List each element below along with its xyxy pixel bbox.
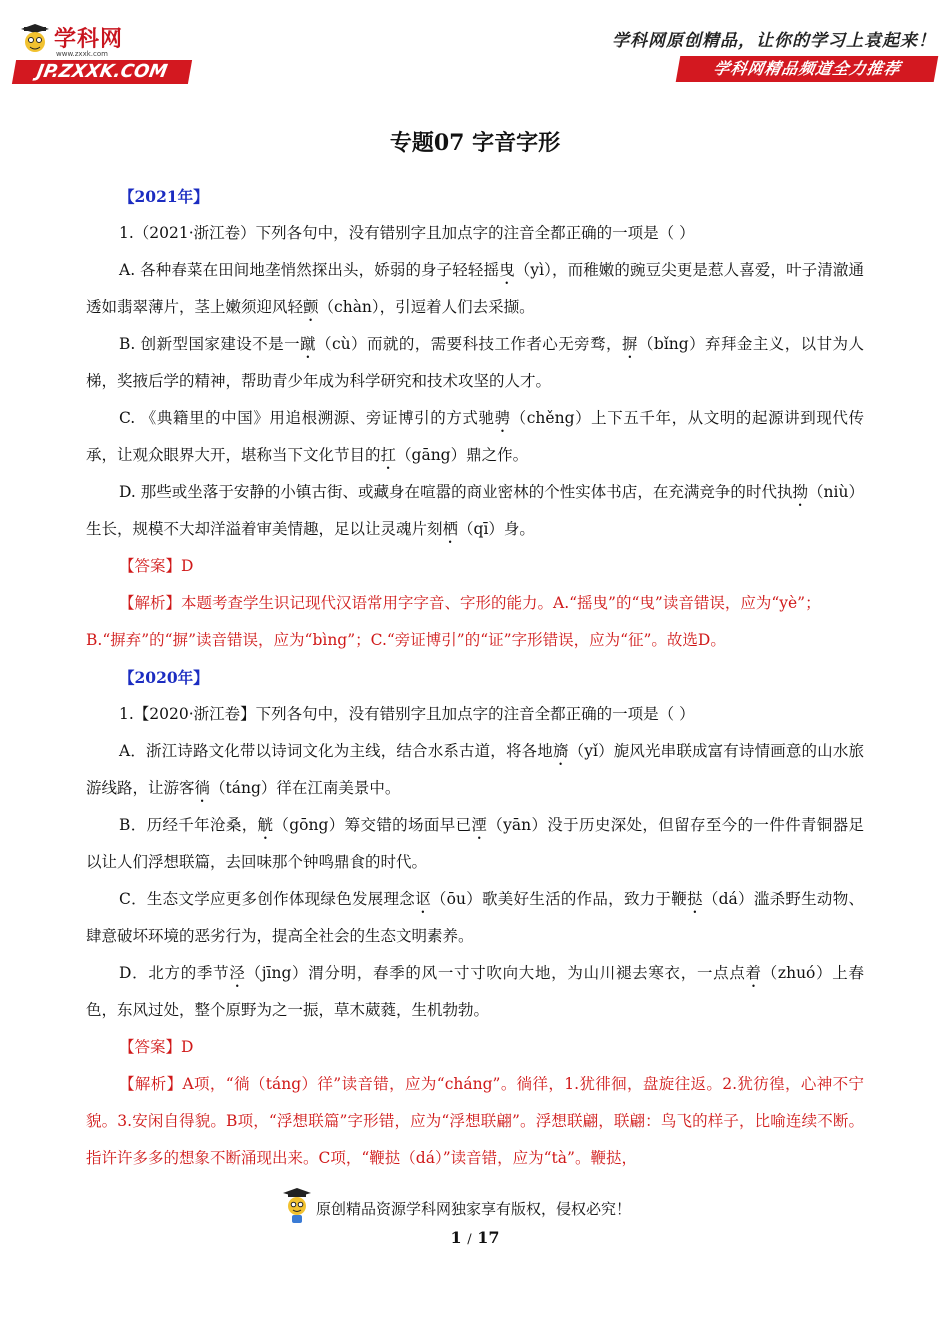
page-title: 专题07 字音字形 [389,130,561,156]
year-heading-2020: 【2020年】 [119,668,209,687]
option-2020-c: C．生态文学应更多创作体现绿色发展理念讴（ōu）歌美好生活的作品，致力于鞭挞（dá）滥杀野生动物、肆意破坏环境的恶劣行为，提高全社会的生态文明素养。 [86,890,864,945]
page-footer [0,1188,950,1228]
mascot-icon [20,24,50,54]
answer-2021: 【答案】D [119,557,194,575]
option-2021-c: C. 《典籍里的中国》用追根溯源、旁证博引的方式驰骋（chěng）上下五千年，从文明的起源讲到现代传承，让观众眼界大开，堪称当下文化节目的扛（gāng）鼎之作。 [86,409,864,464]
option-2021-b: B. 创新型国家建设不是一蹴（cù）而就的，需要科技工作者心无旁骛，摒（bǐng）弃拜金主义，以甘为人梯，奖掖后学的精神，帮助青少年成为科学研究和技术攻坚的人才。 [86,335,864,390]
year-heading-2021: 【2021年】 [119,187,209,206]
option-2020-a: A．浙江诗路文化带以诗词文化为主线，结合水系古道，将各地旖（yǐ）旎风光串联成富有诗情画意的山水旅游线路，让游客徜（táng）徉在江南美景中。 [86,742,864,797]
analysis-2021-part1: 【解析】本题考查学生识记现代汉语常用字字音、字形的能力。A.“摇曳”的“曳”读音错误，应为“yè”； [119,594,821,612]
question-2021: 1.（2021·浙江卷）下列各句中，没有错别字且加点字的注音全都正确的一项是（ ） [119,224,695,242]
zxxk-logo[interactable] [14,22,194,86]
option-2020-d: D．北方的季节泾（jīng）渭分明，春季的风一寸寸吹向大地，为山川褪去寒衣，一点点着（zhuó）上春色，东风过处，整个原野为之一振，草木葳蕤，生机勃勃。 [86,964,864,1019]
page-header [0,0,950,100]
analysis-2021-part2: B.“摒弃”的“摒”读音错误，应为“bìng”；C.“旁证博引”的“证”字形错误，应为“征”。故选D。 [86,631,726,649]
mascot-icon [282,1188,312,1224]
logo-url: JP.ZXXK.COM [12,60,192,84]
header-slogan: 学科网原创精品，让你的学习上袁起来！ [612,31,936,51]
header-banner: 学科网精品频道全力推荐 [676,56,939,82]
logo-small-url: www.zxxk.com [56,50,108,58]
option-2021-a: A. 各种春菜在田间地垄悄然探出头，娇弱的身子轻轻摇曳（yì），而稚嫩的豌豆尖更是惹人喜爱，叶子清澈通透如翡翠薄片，茎上嫩须迎风轻颤（chàn），引逗着人们去采撷。 [86,261,864,316]
analysis-2020: 【解析】A项，“徜（táng）徉”读音错，应为“cháng”。徜徉，1.犹徘徊，盘旋往返。2.犹彷徨，心神不宁貌。3.安闲自得貌。B项，“浮想联篇”字形错，应为“浮想联翩”。浮想联翩，联翩：鸟飞的样子，比喻连续不断。 指许许多多的想象不断涌现出来。C项，“鞭挞（dá）”读音错，应为“tà”。鞭挞， [86,1075,864,1167]
answer-2020: 【答案】D [119,1038,194,1056]
document-body [86,178,864,1177]
page-number: 1 / 17 [450,1228,500,1247]
copyright-notice: 原创精品资源学科网独家享有版权，侵权必究！ [316,1200,632,1218]
logo-name: 学科网 [54,27,124,52]
question-2020: 1.【2020·浙江卷】下列各句中，没有错别字且加点字的注音全都正确的一项是（ ） [119,705,695,723]
option-2021-d: D. 那些或坐落于安静的小镇古街、或藏身在喧嚣的商业密林的个性实体书店，在充满竞争的时代执拗（niù）生长，规模不大却洋溢着审美情趣，足以让灵魂片刻栖（qī）身。 [86,483,864,538]
option-2020-b: B．历经千年沧桑，觥（gōng）筹交错的场面早已湮（yān）没于历史深处，但留存至今的一件件青铜器足以让人们浮想联篇，去回味那个钟鸣鼎食的时代。 [86,816,864,871]
